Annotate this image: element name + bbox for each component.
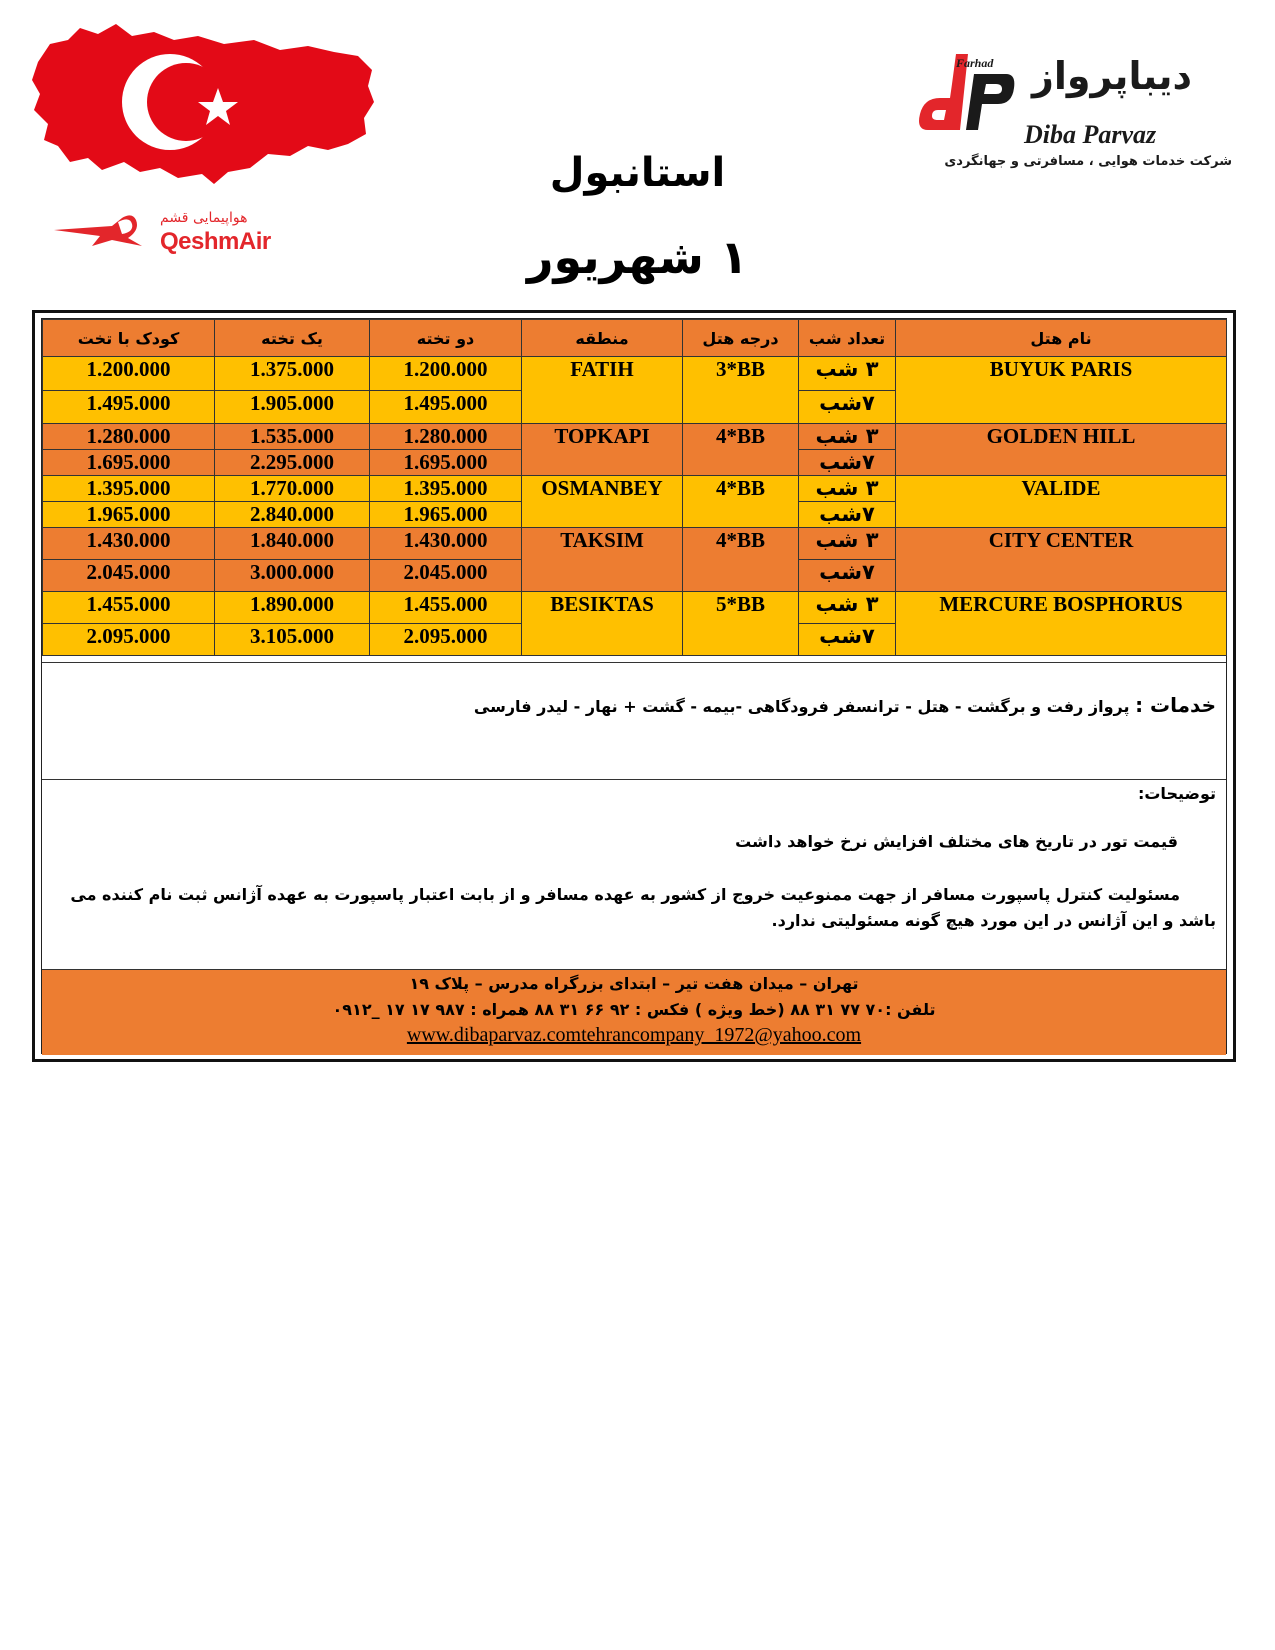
table-row: [43, 592, 1227, 624]
note-item: قیمت تور در تاریخ های مختلف افزایش نرخ خواهد داشت: [735, 832, 1178, 851]
price-single-3n: 1.375.000: [215, 357, 370, 391]
footer-phones: تلفن :۷۰ ۷۷ ۳۱ ۸۸ (خط ویژه ) فکس : ۹۲ ۶۶ ۳۱ ۸۸ همراه : ۹۸۷ ۱۷ ۱۷ _۰۹۱۲: [332, 1000, 936, 1019]
price-single-7n: 1.905.000: [215, 391, 370, 424]
price-child-3n: 1.280.000: [43, 424, 215, 450]
hotel-name: CITY CENTER: [896, 528, 1227, 592]
table-row: [43, 476, 1227, 502]
nights-7: ۷شب: [799, 624, 896, 656]
agency-name-fa: دیباپرواز: [1032, 54, 1192, 98]
airline-name-fa: هواپیمایی قشم: [160, 210, 248, 226]
price-double-7n: 2.095.000: [370, 624, 522, 656]
nights-7: ۷شب: [799, 502, 896, 528]
contact-footer: [42, 969, 1226, 1055]
services-text: پرواز رفت و برگشت - هتل - ترانسفر فرودگاهی -بیمه - گشت + نهار - لیدر فارسی: [473, 697, 1130, 716]
price-double-3n: 1.200.000: [370, 357, 522, 391]
price-child-7n: 2.045.000: [43, 560, 215, 592]
table-row: [43, 528, 1227, 560]
table-row: [43, 357, 1227, 391]
price-single-7n: 3.105.000: [215, 624, 370, 656]
footer-web-link[interactable]: www.dibaparvaz.comtehrancompany_1972@yahoo.com: [406, 1024, 862, 1046]
note-item: مسئولیت کنترل پاسپورت مسافر از جهت ممنوعیت خروج از کشور به عهده مسافر و از بابت اعتبار پاسپورت به عهده آژانس ثبت نام کننده می باشد و این آژانس در این مورد هیچ گونه مسئولیتی ندارد.: [70, 885, 1216, 930]
airline-name-en: QeshmAir: [160, 228, 271, 255]
price-single-7n: 2.840.000: [215, 502, 370, 528]
price-single-7n: 2.295.000: [215, 450, 370, 476]
col-header-area: منطقه: [522, 320, 683, 357]
nights-7: ۷شب: [799, 560, 896, 592]
agency-name-en: Diba Parvaz: [1024, 120, 1157, 149]
price-double-7n: 1.495.000: [370, 391, 522, 424]
table-header-row: [43, 320, 1227, 357]
price-single-3n: 1.890.000: [215, 592, 370, 624]
hotel-name: VALIDE: [896, 476, 1227, 528]
price-single-7n: 3.000.000: [215, 560, 370, 592]
page-title: استانبول: [549, 150, 726, 196]
price-child-7n: 1.965.000: [43, 502, 215, 528]
price-single-3n: 1.535.000: [215, 424, 370, 450]
table-row: [43, 424, 1227, 450]
price-child-3n: 1.395.000: [43, 476, 215, 502]
hotel-name: MERCURE BOSPHORUS: [896, 592, 1227, 656]
hotel-area: TOPKAPI: [522, 424, 683, 476]
price-child-3n: 1.430.000: [43, 528, 215, 560]
hotel-area: BESIKTAS: [522, 592, 683, 656]
nights-3: ۳ شب: [799, 592, 896, 624]
hotel-grade: 4*BB: [683, 424, 799, 476]
nights-3: ۳ شب: [799, 424, 896, 450]
hotel-grade: 4*BB: [683, 528, 799, 592]
hotel-name: BUYUK PARIS: [896, 357, 1227, 424]
price-child-3n: 1.455.000: [43, 592, 215, 624]
price-child-7n: 1.695.000: [43, 450, 215, 476]
price-double-3n: 1.430.000: [370, 528, 522, 560]
nights-3: ۳ شب: [799, 476, 896, 502]
price-double-3n: 1.455.000: [370, 592, 522, 624]
hotel-area: TAKSIM: [522, 528, 683, 592]
price-double-7n: 2.045.000: [370, 560, 522, 592]
agency-tagline: شرکت خدمات هوایی ، مسافرتی و جهانگردی: [944, 154, 1232, 169]
services-section: [42, 662, 1226, 779]
price-double-7n: 1.695.000: [370, 450, 522, 476]
price-single-3n: 1.770.000: [215, 476, 370, 502]
price-child-7n: 2.095.000: [43, 624, 215, 656]
tour-sheet-inner: [41, 318, 1227, 1054]
hotel-area: FATIH: [522, 357, 683, 424]
price-child-7n: 1.495.000: [43, 391, 215, 424]
price-double-3n: 1.280.000: [370, 424, 522, 450]
hotel-grade: 4*BB: [683, 476, 799, 528]
footer-address: تهران – میدان هفت تیر – ابتدای بزرگراه مدرس – پلاک ۱۹: [409, 974, 859, 993]
col-header-grade: درجه هتل: [683, 320, 799, 357]
col-header-hotel: نام هتل: [896, 320, 1227, 357]
notes-label: توضیحات:: [1137, 784, 1216, 803]
nights-7: ۷شب: [799, 450, 896, 476]
col-header-double: دو تخته: [370, 320, 522, 357]
hotel-grade: 3*BB: [683, 357, 799, 424]
col-header-single: یک تخته: [215, 320, 370, 357]
hotel-name: GOLDEN HILL: [896, 424, 1227, 476]
services-line: [474, 693, 1216, 717]
notes-section: [42, 779, 1226, 969]
price-double-7n: 1.965.000: [370, 502, 522, 528]
nights-7: ۷شب: [799, 391, 896, 424]
nights-3: ۳ شب: [799, 357, 896, 391]
col-header-nights: تعداد شب: [799, 320, 896, 357]
agency-owner: Farhad: [956, 56, 994, 70]
price-table: [42, 319, 1227, 656]
hotel-grade: 5*BB: [683, 592, 799, 656]
tour-sheet: [32, 310, 1236, 1062]
hotel-area: OSMANBEY: [522, 476, 683, 528]
services-label: خدمات :: [1135, 693, 1216, 717]
nights-3: ۳ شب: [799, 528, 896, 560]
price-child-3n: 1.200.000: [43, 357, 215, 391]
col-header-child: کودک با تخت: [43, 320, 215, 357]
tour-date: ۱ شهریور: [527, 230, 748, 284]
price-double-3n: 1.395.000: [370, 476, 522, 502]
price-single-3n: 1.840.000: [215, 528, 370, 560]
